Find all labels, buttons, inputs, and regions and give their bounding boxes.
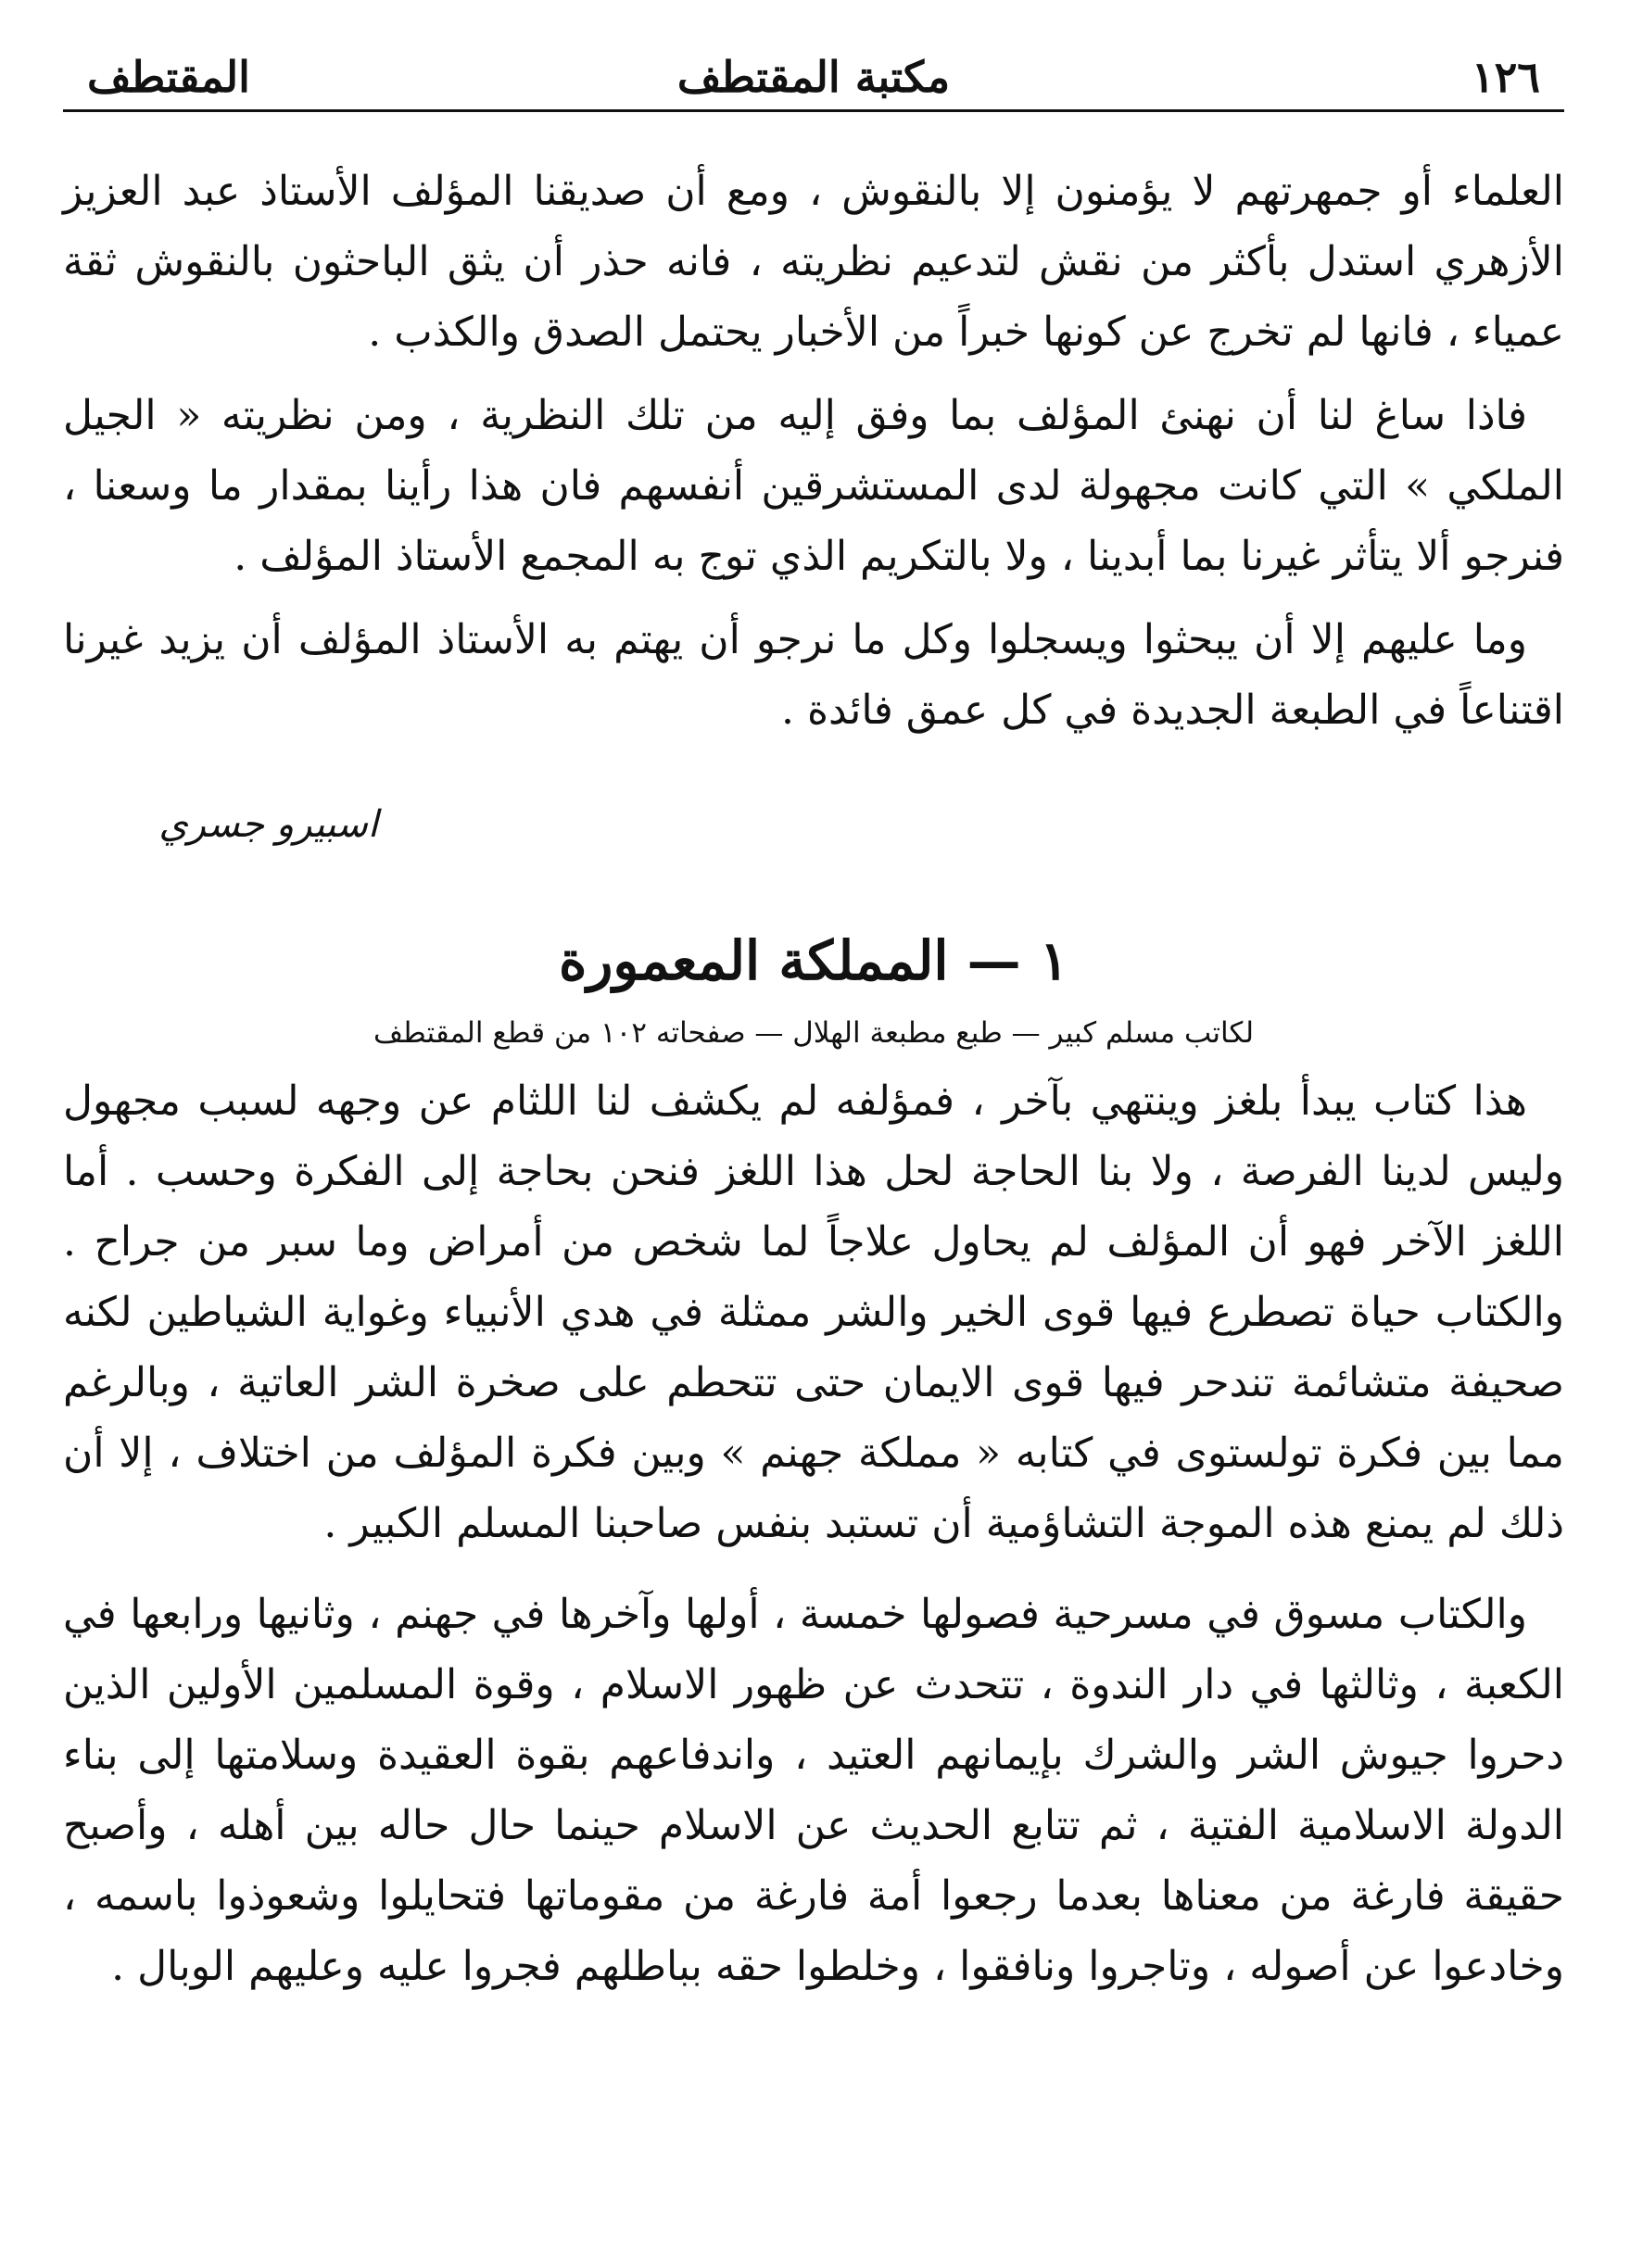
section-title: مكتبة المقتطف [676, 52, 951, 102]
document-page [63, 44, 1564, 2231]
paragraph: العلماء أو جمهرتهم لا يؤمنون إلا بالنقوش ، ومع أن صديقنا المؤلف الأستاذ عبد العزيز الأزهري استدل بأكثر من نقش لتدعيم نظريته ، فانه حذر أن يثق الباحثون بالنقوش ثقة عمياء ، فانها لم تخرج عن كونها خبراً من الأخبار يحتمل الصدق والكذب . [63, 168, 1564, 356]
page-number: ١٢٦ [1471, 52, 1540, 102]
paragraph: فاذا ساغ لنا أن نهنئ المؤلف بما وفق إليه من تلك النظرية ، ومن نظريته « الجيل الملكي » التي كانت مجهولة لدى المستشرقين أنفسهم فان هذا رأينا بمقدار ما وسعنا ، فنرجو ألا يتأثر غيرنا بما أبدينا ، ولا بالتكريم الذي توج به المجمع الأستاذ المؤلف . [63, 392, 1564, 580]
paragraph: والكتاب مسوق في مسرحية فصولها خمسة ، أولها وآخرها في جهنم ، وثانيها ورابعها في الكعبة ، وثالثها في دار الندوة ، تتحدث عن ظهور الاسلام ، وقوة المسلمين الأولين الذين دحروا جيوش الشر والشرك بإيمانهم العتيد ، واندفاعهم بقوة العقيدة وسلامتها إلى بناء الدولة الاسلامية الفتية ، ثم تتابع الحديث عن الاسلام حينما حال حاله بين أهله ، وأصبح حقيقة فارغة من معناها بعدما رجعوا أمة فارغة من مقوماتها فتحايلوا وشعوذوا باسمه ، وخادعوا عن أصوله ، وتاجروا ونافقوا ، وخلطوا حقه بباطلهم فجروا عليه وعليهم الوبال . [63, 1591, 1564, 1990]
article-subtitle: لكاتب مسلم كبير — طبع مطبعة الهلال — صفحاته ١٠٢ من قطع المقتطف [373, 1016, 1255, 1050]
paragraph: هذا كتاب يبدأ بلغز وينتهي بآخر ، فمؤلفه لم يكشف لنا اللثام عن وجهه لسبب مجهول وليس لدينا الفرصة ، ولا بنا الحاجة لحل هذا اللغز فنحن بحاجة إلى الفكرة وحسب . أما اللغز الآخر فهو أن المؤلف لم يحاول علاجاً لما شخص من أمراض وما سبر من جراح . والكتاب حياة تصطرع فيها قوى الخير والشر ممثلة في هدي الأنبياء وغواية الشياطين لكنه صحيفة متشائمة تندحر فيها قوى الايمان حتى تتحطم على صخرة الشر العاتية ، وبالرغم مما بين فكرة تولستوى في كتابه « مملكة جهنم » وبين فكرة المؤلف من اختلاف ، إلا أن ذلك لم يمنع هذه الموجة التشاؤمية أن تستبد بنفس صاحبنا المسلم الكبير . [63, 1077, 1564, 1547]
journal-name: المقتطف [87, 52, 250, 102]
article-title: ١ — المملكة المعمورة [558, 929, 1069, 992]
page-header [63, 44, 1564, 112]
author-signature: اسبيرو جسري [158, 803, 378, 846]
paragraph: وما عليهم إلا أن يبحثوا ويسجلوا وكل ما نرجو أن يهتم به الأستاذ المؤلف أن يزيد غيرنا اقتناعاً في الطبعة الجديدة في كل عمق فائدة . [63, 616, 1564, 734]
